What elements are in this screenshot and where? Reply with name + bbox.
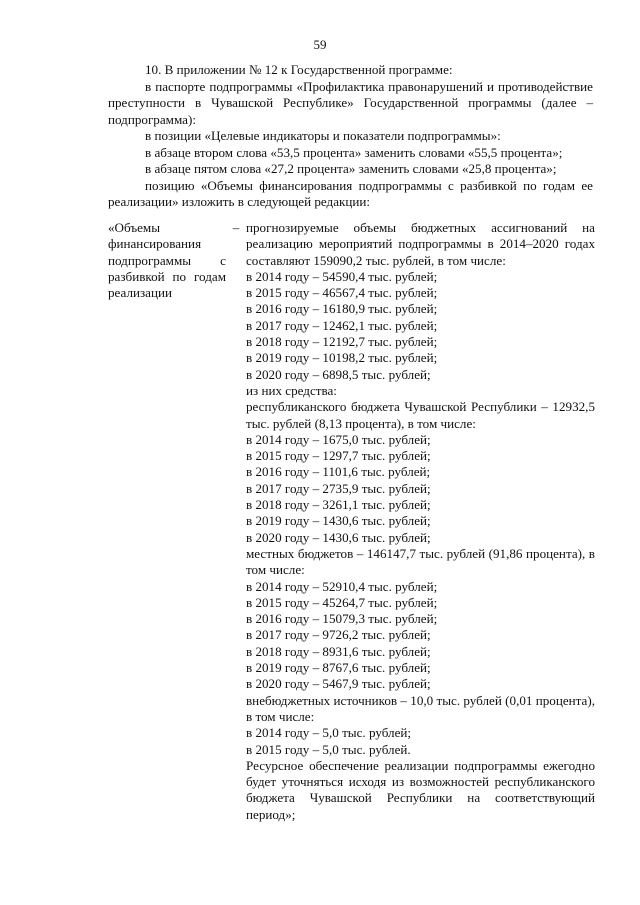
financing-line: в 2016 году – 1101,6 тыс. рублей; [246,464,431,480]
financing-line: внебюджетных источников – 10,0 тыс. рублей (0,01 процента), в том числе: [246,692,595,724]
intro-paragraph: в абзаце пятом слова «27,2 процента» заменить словами «25,8 процента»; [145,161,557,176]
financing-line: в 2019 году – 1430,6 тыс. рублей; [246,513,431,529]
financing-line: в 2017 году – 2735,9 тыс. рублей; [246,480,431,496]
financing-line: в 2015 году – 45264,7 тыс. рублей; [246,594,438,610]
table-dash: – [232,220,240,235]
intro-text [108,62,593,211]
financing-line: в 2017 году – 9726,2 тыс. рублей; [246,627,431,643]
financing-line: в 2018 году – 12192,7 тыс. рублей; [246,334,438,350]
financing-line: в 2015 году – 46567,4 тыс. рублей; [246,285,438,301]
financing-line: прогнозируемые объемы бюджетных ассигнований на реализацию мероприятий подпрограммы в 2014–2020 годах составляют 159090,2 тыс. рублей, в том числе: [246,220,595,268]
financing-line: в 2014 году – 1675,0 тыс. рублей; [246,431,431,447]
financing-line: республиканского бюджета Чувашской Республики – 12932,5 тыс. рублей (8,13 процента), в том числе: [246,399,595,431]
financing-line: в 2019 году – 8767,6 тыс. рублей; [246,660,431,676]
financing-line: Ресурсное обеспечение реализации подпрограммы ежегодно будет уточняться исходя из возможностей республиканского бюджета Чувашской Республики на соответствующий период»; [246,757,595,822]
table-label-cell: «Объемы финансирования подпрограммы с разбивкой по годам реализации [108,220,226,301]
intro-paragraph: 10. В приложении № 12 к Государственной программе: [145,62,453,77]
table-content-cell [246,220,595,823]
intro-paragraph: позицию «Объемы финансирования подпрограммы с разбивкой по годам ее реализации» изложить в следующей редакции: [108,177,593,209]
financing-line: местных бюджетов – 146147,7 тыс. рублей (91,86 процента), в том числе: [246,545,595,578]
financing-line: в 2016 году – 16180,9 тыс. рублей; [246,301,438,317]
page-number: 59 [313,37,327,52]
financing-line: в 2016 году – 15079,3 тыс. рублей; [246,611,438,627]
financing-line: в 2018 году – 8931,6 тыс. рублей; [246,643,431,659]
financing-line: из них средства: [246,382,337,398]
financing-line: в 2020 году – 1430,6 тыс. рублей; [246,529,431,545]
financing-line: в 2020 году – 6898,5 тыс. рублей; [246,366,431,382]
financing-line: в 2015 году – 5,0 тыс. рублей. [246,741,411,757]
intro-paragraph: в позиции «Целевые индикаторы и показатели подпрограммы»: [145,128,501,143]
intro-paragraph: в паспорте подпрограммы «Профилактика правонарушений и противодействие преступности в Чувашской Республике» Государственной программы (далее – подпрограмма): [108,78,593,127]
financing-line: в 2020 году – 5467,9 тыс. рублей; [246,676,431,692]
financing-line: в 2015 году – 1297,7 тыс. рублей; [246,448,431,464]
financing-line: в 2014 году – 54590,4 тыс. рублей; [246,268,438,284]
financing-line: в 2014 году – 52910,4 тыс. рублей; [246,578,438,594]
intro-paragraph: в абзаце втором слова «53,5 процента» заменить словами «55,5 процента»; [145,144,563,160]
financing-line: в 2019 году – 10198,2 тыс. рублей; [246,350,438,366]
financing-line: в 2017 году – 12462,1 тыс. рублей; [246,317,438,333]
financing-line: в 2014 году – 5,0 тыс. рублей; [246,725,412,741]
financing-line: в 2018 году – 3261,1 тыс. рублей; [246,497,431,513]
